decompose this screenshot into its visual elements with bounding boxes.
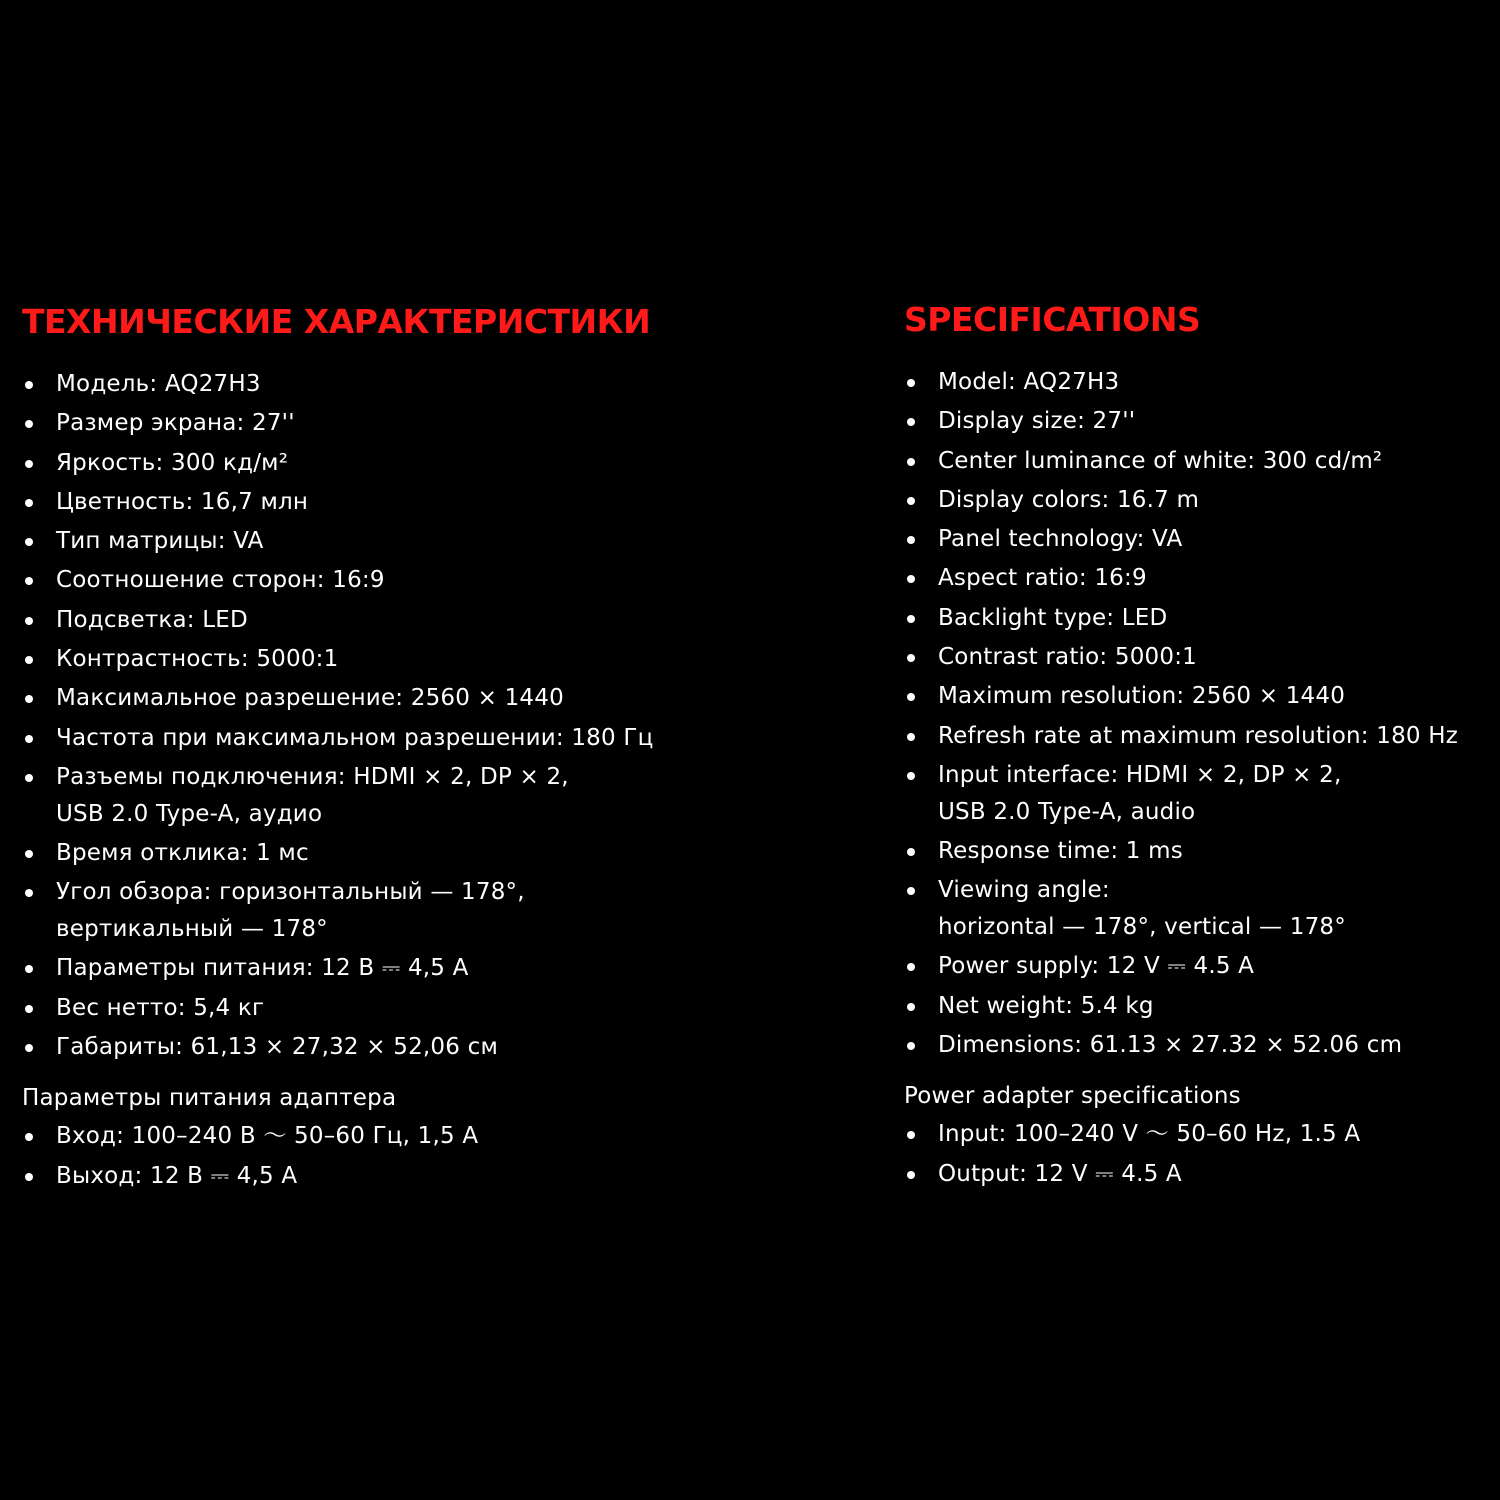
specs-title-russian: ТЕХНИЧЕСКИЕ ХАРАКТЕРИСТИКИ (22, 302, 651, 341)
specs-list-english (904, 364, 1494, 1064)
specs-column-russian (22, 300, 722, 1197)
spec-item-text: Contrast ratio: 5000:1 (938, 644, 1197, 671)
specs-title-english: SPECIFICATIONS (904, 300, 1201, 339)
spec-list-item (22, 641, 722, 678)
spec-list-item (22, 366, 722, 403)
spec-list-item (904, 1116, 1494, 1153)
spec-item-text: Подсветка: LED (56, 606, 248, 633)
spec-list-item (22, 405, 722, 442)
spec-list-item (22, 445, 722, 482)
spec-item-text: Viewing angle: (938, 877, 1110, 904)
spec-list-item (904, 403, 1494, 440)
spec-list-item (22, 1158, 722, 1195)
spec-item-text: Backlight type: LED (938, 604, 1168, 631)
spec-item-text: Maximum resolution: 2560 × 1440 (938, 683, 1346, 710)
specs-list-russian (22, 366, 722, 1066)
spec-item-text: Максимальное разрешение: 2560 × 1440 (56, 685, 564, 712)
spec-list-item (904, 678, 1494, 715)
spec-item-text: Display size: 27'' (938, 408, 1136, 435)
spec-item-text: Model: AQ27H3 (938, 369, 1120, 395)
spec-item-text: Вес нетто: 5,4 кг (56, 994, 265, 1021)
spec-list-item (904, 443, 1494, 480)
spec-list-item (22, 523, 722, 560)
spec-item-text: Вход: 100–240 В 〜 50–60 Гц, 1,5 А (56, 1123, 479, 1150)
spec-list-item (22, 602, 722, 639)
spec-item-text: Dimensions: 61.13 × 27.32 × 52.06 cm (938, 1031, 1403, 1058)
spec-list-item (22, 874, 722, 947)
spec-item-text: Частота при максимальном разрешении: 180 Гц (56, 724, 654, 751)
spec-item-text: Разъемы подключения: HDMI × 2, DP × 2, (56, 763, 569, 790)
spec-item-text: horizontal — 178°, vertical — 178° (938, 913, 1346, 940)
spec-list-item (22, 1118, 722, 1155)
spec-item-text: Refresh rate at maximum resolution: 180 Hz (938, 722, 1459, 749)
spec-item-text: Контрастность: 5000:1 (56, 646, 339, 673)
spec-list-item (22, 562, 722, 599)
spec-item-text: Output: 12 V ⎓ 4.5 A (938, 1160, 1182, 1187)
spec-list-item (904, 600, 1494, 637)
spec-item-text: Яркость: 300 кд/м² (56, 449, 289, 476)
spec-list-item (22, 835, 722, 872)
spec-list-item (22, 680, 722, 717)
spec-item-text: Input interface: HDMI × 2, DP × 2, (938, 761, 1342, 788)
spec-list-item (904, 364, 1494, 401)
spec-list-item (904, 639, 1494, 676)
spec-list-item (904, 482, 1494, 519)
adapter-title-russian: Параметры питания адаптера (22, 1084, 397, 1111)
spec-item-text: Response time: 1 ms (938, 837, 1183, 864)
spec-list-item (904, 1027, 1494, 1064)
spec-list-item (904, 718, 1494, 755)
spec-list-item (904, 872, 1494, 945)
spec-item-text: USB 2.0 Type-A, audio (938, 798, 1196, 825)
spec-item-text: Center luminance of white: 300 cd/m² (938, 447, 1383, 474)
spec-item-text: Габариты: 61,13 × 27,32 × 52,06 см (56, 1033, 498, 1060)
adapter-list-english (904, 1116, 1494, 1192)
spec-item-text: Тип матрицы: VA (56, 528, 264, 555)
spec-list-item (904, 833, 1494, 870)
spec-list-item (22, 484, 722, 521)
spec-item-text: Цветность: 16,7 млн (56, 488, 309, 515)
spec-item-text: Размер экрана: 27'' (56, 410, 295, 437)
spec-item-text: Выход: 12 В ⎓ 4,5 А (56, 1162, 298, 1189)
specs-column-english (904, 298, 1494, 1195)
spec-item-text: Input: 100–240 V 〜 50–60 Hz, 1.5 A (938, 1121, 1361, 1148)
spec-list-item (904, 560, 1494, 597)
spec-item-text: Модель: AQ27H3 (56, 371, 261, 397)
spec-item-text: Power supply: 12 V ⎓ 4.5 A (938, 953, 1255, 980)
spec-list-item (904, 1156, 1494, 1193)
spec-list-item (22, 990, 722, 1027)
spec-item-text: Panel technology: VA (938, 526, 1183, 553)
spec-list-item (22, 950, 722, 987)
spec-item-text: USB 2.0 Type-A, аудио (56, 800, 323, 827)
spec-item-text: Aspect ratio: 16:9 (938, 565, 1147, 592)
spec-item-text: Параметры питания: 12 В ⎓ 4,5 А (56, 955, 469, 982)
spec-list-item (22, 720, 722, 757)
spec-item-text: Угол обзора: горизонтальный — 178°, (56, 879, 525, 906)
spec-list-item (904, 948, 1494, 985)
spec-list-item (904, 757, 1494, 830)
spec-item-text: Соотношение сторон: 16:9 (56, 567, 385, 594)
spec-item-text: Net weight: 5.4 kg (938, 992, 1154, 1019)
spec-item-text: Время отклика: 1 мс (56, 839, 309, 866)
spec-list-item (904, 521, 1494, 558)
spec-list-item (904, 988, 1494, 1025)
spec-list-item (22, 759, 722, 832)
spec-item-text: Display colors: 16.7 m (938, 486, 1200, 513)
adapter-list-russian (22, 1118, 722, 1194)
adapter-title-english: Power adapter specifications (904, 1082, 1241, 1109)
spec-item-text: вертикальный — 178° (56, 915, 328, 942)
spec-list-item (22, 1029, 722, 1066)
